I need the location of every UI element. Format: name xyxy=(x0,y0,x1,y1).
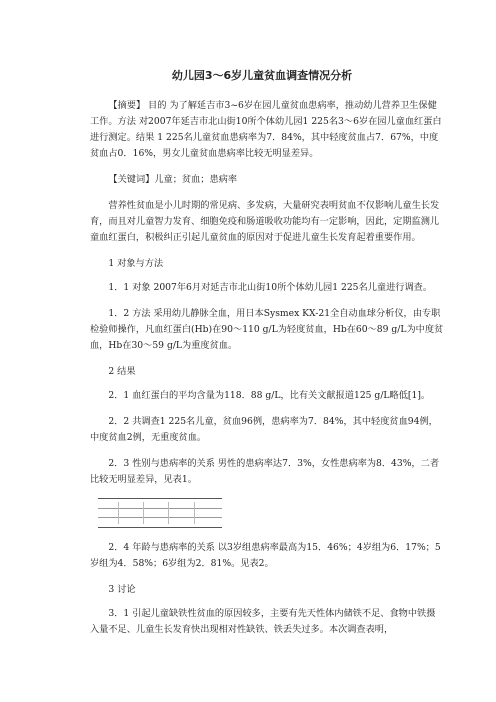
table-column-line xyxy=(168,502,169,524)
table-column-line xyxy=(143,502,144,524)
paragraph-3-1: 3．1 引起儿童缺铁性贫血的原因较多，主要有先天性体内储铁不足、食物中铁摄入量不足、儿童生长发育快出现相对性缺铁、铁丢失过多。本次调查表明， xyxy=(90,608,436,635)
table-rule xyxy=(98,508,222,509)
keywords-paragraph: 【关键词】儿童；贫血；患病率 xyxy=(108,174,238,185)
intro-paragraph: 营养性贫血是小儿时期的常见病、多发病，大量研究表明贫血不仅影响儿童生长发育，而且对儿童智力发育、细胞免疫和肠道吸收功能均有一定影响，因此，定期监测儿童血红蛋白，积极纠正引起儿童贫血的原因对于促进儿童生长发育起着重要作用。 xyxy=(90,200,440,243)
abstract-paragraph: 【摘要】 目的 为了解延吉市3~6岁在园儿童贫血患病率，推动幼儿营养卫生保健工作。方法 对2007年延吉市北山街10所个体幼儿园1 225名3～6岁在园儿童血红蛋白进行测定。结果 1 225名儿童贫血患病率为7．84%，其中轻度贫血占7．67%，中度贫血占0．16%，男女儿童贫血患病率比较无明显差异。 xyxy=(90,100,442,159)
paragraph-1-1: 1．1 对象 2007年6月对延吉市北山街10所个体幼儿园1 225名儿童进行调查。 xyxy=(108,282,433,293)
section-heading-results: 2 结果 xyxy=(108,366,136,377)
section-heading-discussion: 3 讨论 xyxy=(108,584,136,595)
table-column-line xyxy=(194,502,195,524)
paragraph-2-3: 2．3 性别与患病率的关系 男性的患病率达7．3%，女性患病率为8．43%，二者比较无明显差异，见表1。 xyxy=(90,458,440,485)
table-rule xyxy=(98,517,222,518)
section-heading-methods: 1 对象与方法 xyxy=(108,258,164,269)
paragraph-2-4: 2．4 年龄与患病率的关系 以3岁组患病率最高为15．46%；4岁组为6．17%；5岁组为4．58%；6岁组为2．81%。见表2。 xyxy=(90,542,441,569)
table-1-image xyxy=(98,498,222,528)
paragraph-1-2: 1．2 方法 采用幼儿静脉全血，用日本Sysmex KX-21全自动血球分析仪，由专职检验师操作，凡血红蛋白(Hb)在90～110 g/L为轻度贫血，Hb在60～89 g/L为中度贫血，Hb在30～59 g/L为重度贫血。 xyxy=(90,308,444,351)
article-title: 幼儿园3～6岁儿童贫血调查情况分析 xyxy=(171,69,353,82)
paragraph-2-2: 2．2 共调查1 225名儿童，贫血96例，患病率为7．84%，其中轻度贫血94例，中度贫血2例，无重度贫血。 xyxy=(90,416,438,443)
table-column-line xyxy=(118,502,119,524)
paragraph-2-1: 2．1 血红蛋白的平均含量为118．88 g/L，比有关文献报道125 g/L略低[1]。 xyxy=(108,390,431,401)
